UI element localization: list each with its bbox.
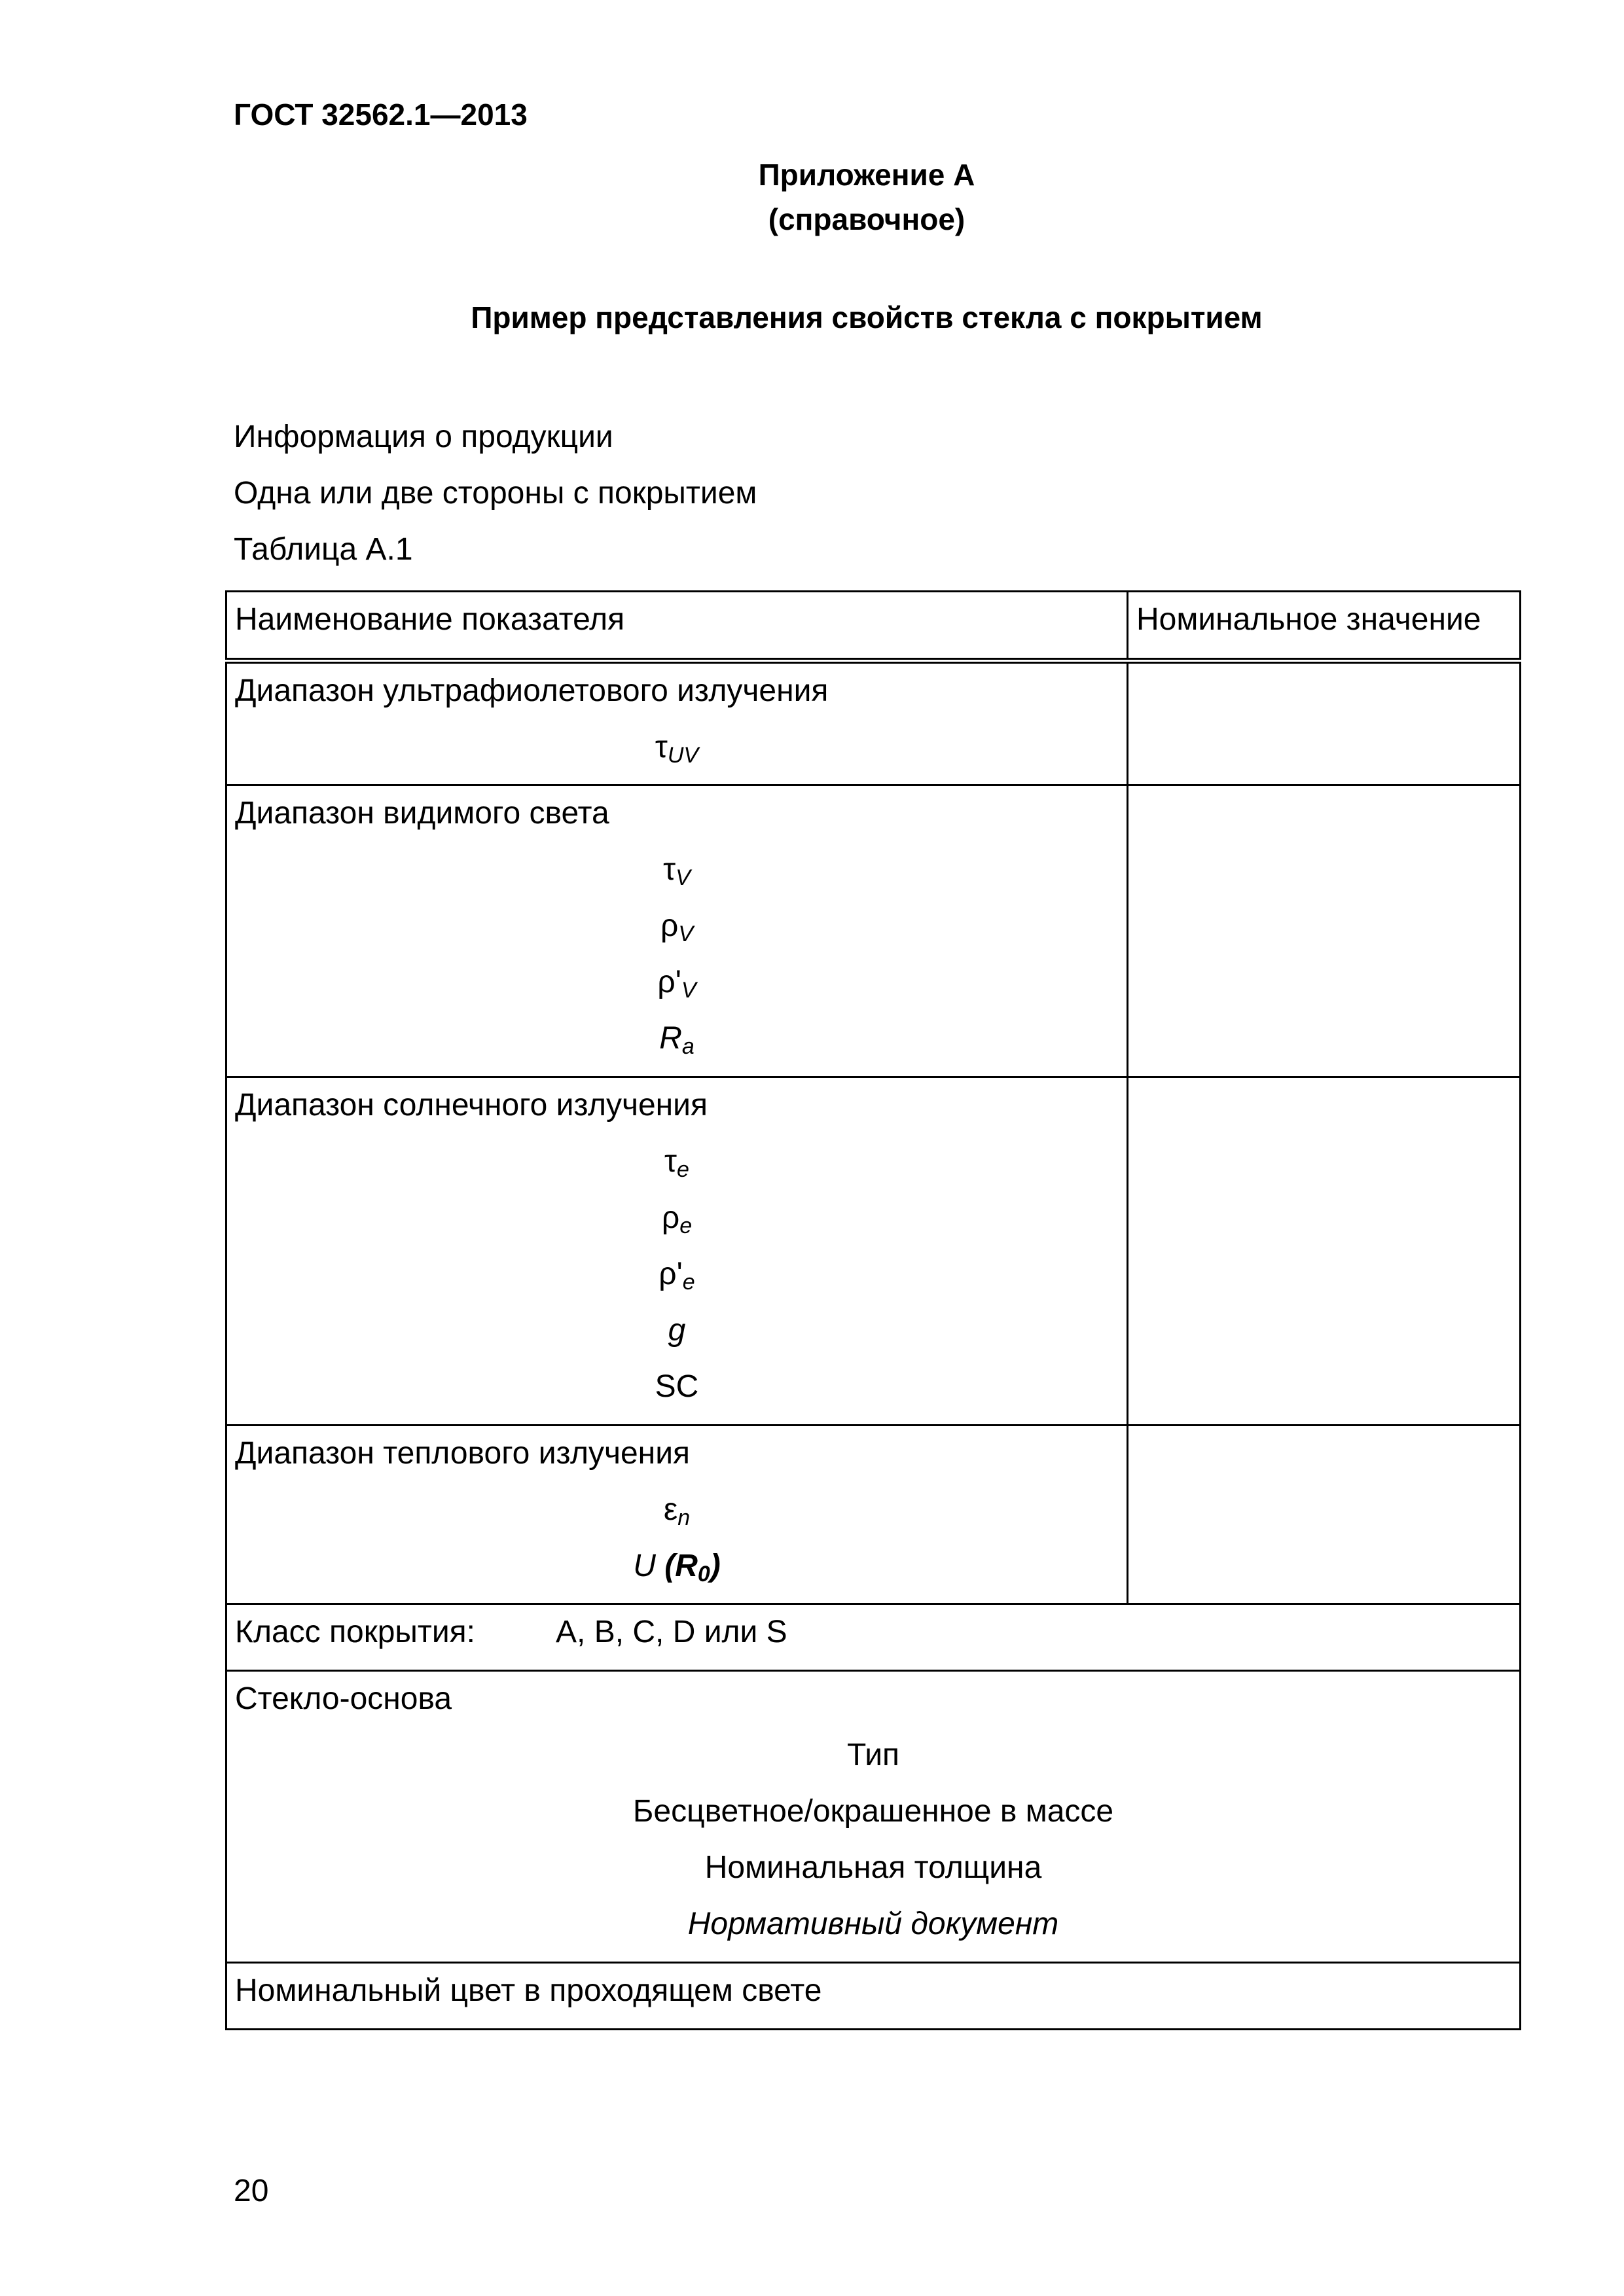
u-r0-symbol: U $(R_0)$: [633, 1549, 721, 1587]
epsilon-n-symbol: $\varepsilon_n$: [663, 1492, 691, 1530]
appendix-heading: Пример представления свойств стекла с покрытием: [471, 300, 1263, 334]
uv-cell: [226, 661, 1128, 785]
table-row-thermal: [226, 1426, 1521, 1604]
table-row-base-glass: [226, 1671, 1521, 1963]
table-row-coating-class: [226, 1604, 1521, 1671]
coating-class-label: Класс покрытия:: [235, 1615, 476, 1649]
sc-symbol: SC: [655, 1369, 699, 1404]
nominal-color-cell: Номинальный цвет в проходящем свете: [226, 1963, 1521, 2030]
table-row-visible: [226, 785, 1521, 1077]
page-number: 20: [234, 2174, 269, 2208]
coating-class-cell: [226, 1604, 1521, 1671]
base-glass-title: Стекло-основа: [235, 1681, 452, 1716]
rho-v-symbol: $\rho_V$: [660, 908, 693, 946]
appendix-title: Приложение А: [758, 158, 975, 192]
tau-e-symbol: $\tau_e$: [664, 1144, 689, 1182]
g-symbol: g: [668, 1313, 686, 1348]
base-glass-thickness: Номинальная толщина: [704, 1850, 1042, 1885]
product-info-line: Информация о продукции: [234, 420, 613, 454]
col2-header: Номинальное значение: [1128, 592, 1521, 661]
coating-sides-line: Одна или две стороны с покрытием: [234, 476, 757, 511]
visible-cell: [226, 785, 1128, 1077]
document-code: ГОСТ 32562.1—2013: [234, 98, 528, 132]
base-glass-cell: [226, 1671, 1521, 1963]
ra-symbol: $R_a$: [659, 1021, 695, 1059]
col1-header: Наименование показателя: [226, 592, 1128, 661]
table-header-row: [226, 592, 1521, 661]
visible-value-cell: [1128, 785, 1521, 1077]
thermal-cell: [226, 1426, 1128, 1604]
table-row-uv: [226, 661, 1521, 785]
tau-v-symbol: $\tau_V$: [663, 852, 691, 890]
base-glass-normative: Нормативный документ: [687, 1907, 1059, 1941]
rho-prime-e-symbol: $\rho'_e$: [659, 1257, 695, 1295]
table-row-solar: [226, 1077, 1521, 1426]
thermal-title: Диапазон теплового излучения: [235, 1436, 690, 1471]
table-row-nominal-color: [226, 1963, 1521, 2030]
uv-value-cell: [1128, 661, 1521, 785]
base-glass-color: Бесцветное/окрашенное в массе: [632, 1794, 1114, 1829]
table-caption: Таблица А.1: [234, 532, 413, 567]
appendix-subtitle: (справочное): [768, 202, 965, 236]
rho-e-symbol: $\rho_e$: [661, 1200, 693, 1238]
solar-title: Диапазон солнечного излучения: [235, 1088, 708, 1122]
base-glass-type: Тип: [846, 1738, 899, 1772]
tau-uv-symbol: $\tau_{UV}$: [655, 730, 699, 768]
thermal-value-cell: [1128, 1426, 1521, 1604]
uv-title: Диапазон ультрафиолетового излучения: [235, 673, 829, 708]
coating-class-value: А, В, С, D или S: [556, 1615, 787, 1649]
solar-value-cell: [1128, 1077, 1521, 1426]
solar-cell: [226, 1077, 1128, 1426]
rho-prime-v-symbol: $\rho'_V$: [657, 965, 696, 1003]
properties-table: [225, 590, 1521, 2030]
visible-title: Диапазон видимого света: [235, 796, 609, 831]
